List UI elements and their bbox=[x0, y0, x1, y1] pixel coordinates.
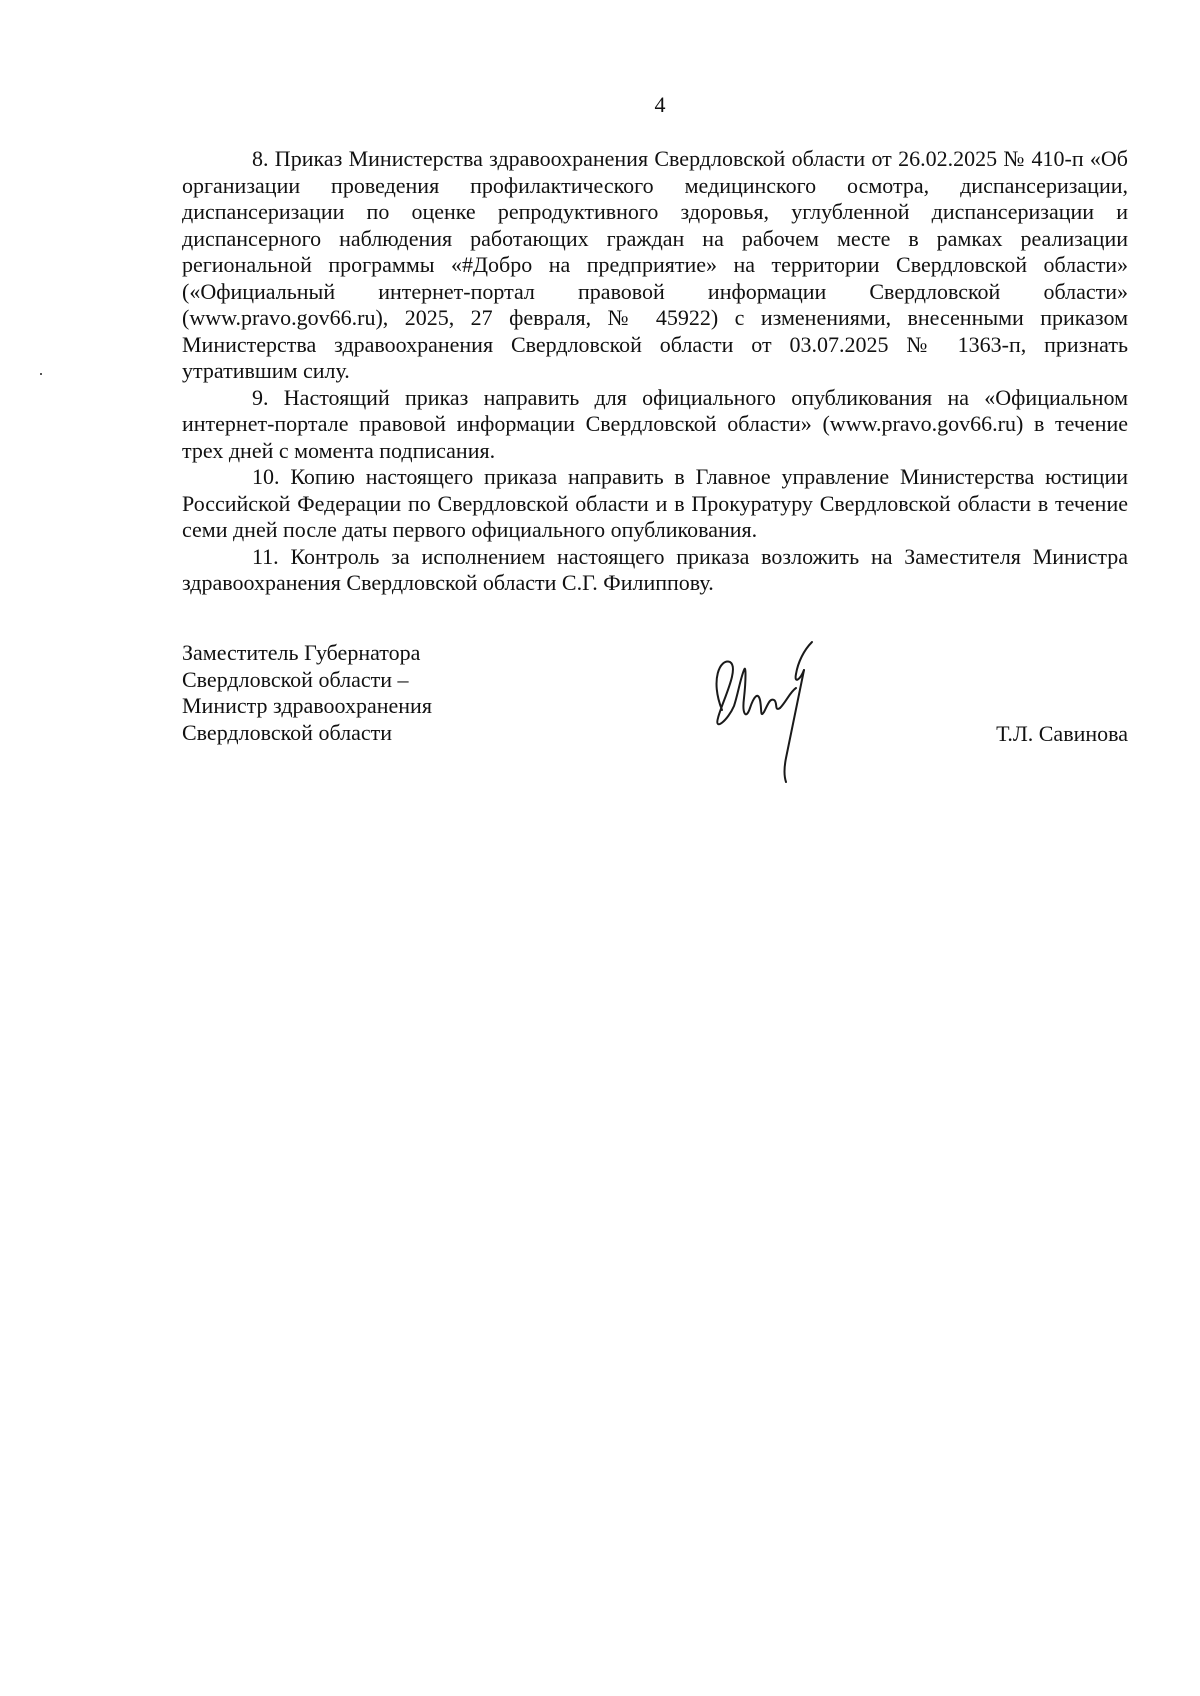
paragraph-10: 10. Копию настоящего приказа направить в Главное управление Министерства юстиции Российской Федерации по Свердловской области и в Прокуратуру Свердловской области в течение семи дней после даты первого официального опубликования. bbox=[182, 464, 1128, 542]
scan-speck bbox=[40, 373, 42, 375]
signatory-name: Т.Л. Савинова bbox=[996, 721, 1128, 746]
signatory-position bbox=[182, 640, 432, 746]
signatory-position-line: Министр здравоохранения bbox=[182, 693, 432, 718]
signatory-position-line: Свердловской области bbox=[182, 719, 392, 745]
paragraph-11: 11. Контроль за исполнением настоящего приказа возложить на Заместителя Министра здравоохранения Свердловской области С.Г. Филиппову. bbox=[182, 543, 1128, 595]
handwritten-signature-icon bbox=[700, 640, 860, 790]
page-number: 4 bbox=[654, 92, 666, 117]
signatory-position-line: Свердловской области – bbox=[182, 666, 409, 692]
document-body bbox=[182, 146, 1128, 597]
paragraph-9: 9. Настоящий приказ направить для официального опубликования на «Официальном интернет-портале правовой информации Свердловской области» (www.pravo.gov66.ru) в течение трех дней с момента подписания. bbox=[182, 384, 1128, 463]
paragraph-8: 8. Приказ Министерства здравоохранения Свердловской области от 26.02.2025 № 410-п «Об организации проведения профилактического медицинского осмотра, диспансеризации, диспансеризации по оценке репродуктивного здоровья, углубленной диспансеризации и диспансерного наблюдения работающих граждан на рабочем месте в рамках реализации региональной программы «#Добро на предприятие» на территории Свердловской области» («Официальный интернет-портал правовой информации Свердловской области» (www.pravo.gov66.ru), 2025, 27 февраля, № 45922) с изменениями, внесенными приказом Министерства здравоохранения Свердловской области от 03.07.2025 № 1363-п, признать утратившим силу. bbox=[182, 146, 1128, 383]
signatory-position-line: Заместитель Губернатора bbox=[182, 640, 421, 665]
